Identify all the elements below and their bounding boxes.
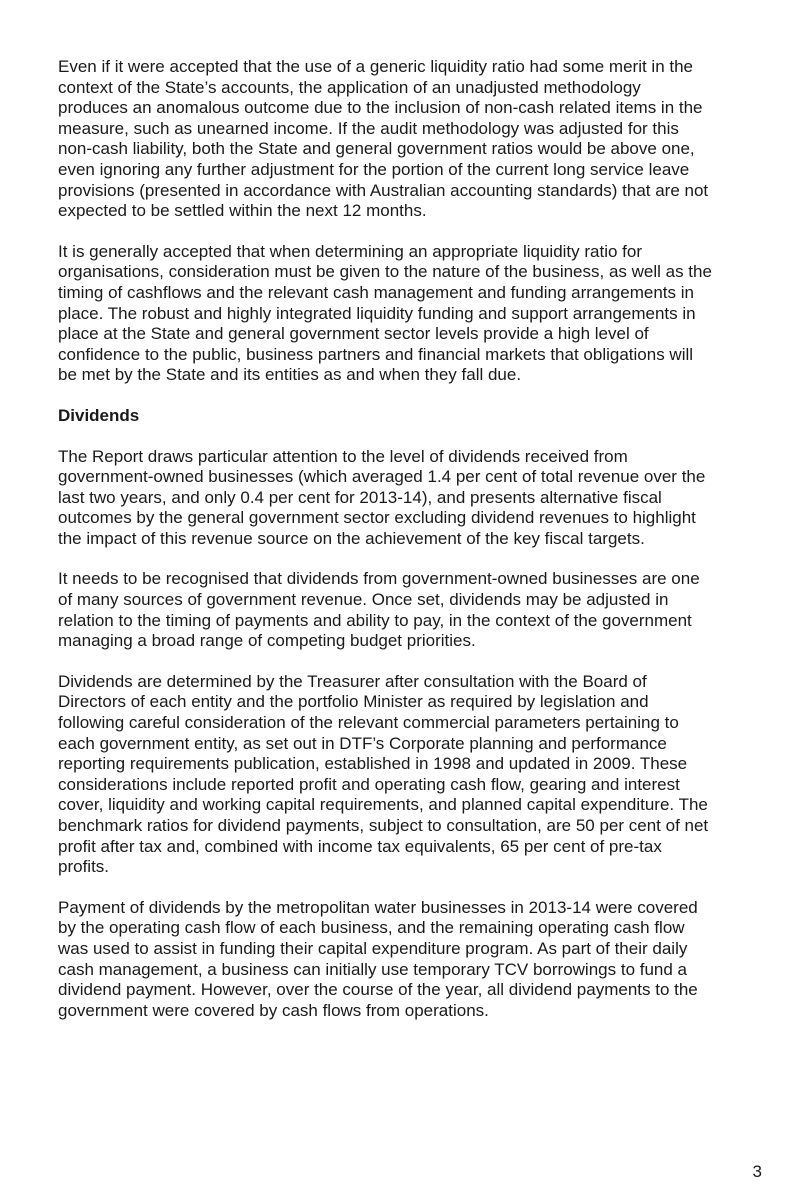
paragraph-liquidity-ratio: It is generally accepted that when determining an appropriate liquidity ratio for organisations, consideration must be given to the nature of the business, as well as the timing of cashflows and the relevant cash management and funding arrangements in place. The robust and highly integrated liquidity funding and support arrangements in place at the State and general government sector levels provide a high level of confidence to the public, business partners and financial markets that obligations will be met by the State and its entities as and when they fall due. bbox=[58, 241, 712, 385]
document-page bbox=[58, 57, 770, 1041]
page-number: 3 bbox=[752, 1162, 762, 1181]
paragraph-dividends-payment: Payment of dividends by the metropolitan water businesses in 2013-14 were covered by the operating cash flow of each business, and the remaining operating cash flow was used to assist in funding their capital expenditure program. As part of their daily cash management, a business can initially use temporary TCV borrowings to fund a dividend payment. However, over the course of the year, all dividend payments to the government were covered by cash flows from operations. bbox=[58, 897, 698, 1020]
section-heading-dividends: Dividends bbox=[58, 405, 140, 425]
paragraph-liquidity-methodology: Even if it were accepted that the use of a generic liquidity ratio had some merit in the context of the State’s accounts, the application of an unadjusted methodology produces an anomalous outcome due to the inclusion of non-cash related items in the measure, such as unearned income. If the audit methodology was adjusted for this non-cash liability, both the State and general government ratios would be above one, even ignoring any further adjustment for the portion of the current long service leave provisions (presented in accordance with Australian accounting standards) that are not expected to be settled within the next 12 months. bbox=[58, 57, 709, 221]
paragraph-dividends-sources: It needs to be recognised that dividends from government-owned businesses are one of many sources of government revenue. Once set, dividends may be adjusted in relation to the timing of payments and ability to pay, in the context of the government managing a broad range of competing budget priorities. bbox=[58, 569, 700, 651]
paragraph-dividends-report: The Report draws particular attention to the level of dividends received from government-owned businesses (which averaged 1.4 per cent of total revenue over the last two years, and only 0.4 per cent for 2013-14), and presents alternative fiscal outcomes by the general government sector excluding dividend revenues to highlight the impact of this revenue source on the achievement of the key fiscal targets. bbox=[58, 446, 706, 548]
paragraph-dividends-determination: Dividends are determined by the Treasurer after consultation with the Board of Directors of each entity and the portfolio Minister as required by legislation and following careful consideration of the relevant commercial parameters pertaining to each government entity, as set out in DTF’s Corporate planning and performance reporting requirements publication, established in 1998 and updated in 2009. These considerations include reported profit and operating cash flow, gearing and interest cover, liquidity and working capital requirements, and planned capital expenditure. The benchmark ratios for dividend payments, subject to consultation, are 50 per cent of net profit after tax and, combined with income tax equivalents, 65 per cent of pre-tax profits. bbox=[58, 671, 709, 877]
